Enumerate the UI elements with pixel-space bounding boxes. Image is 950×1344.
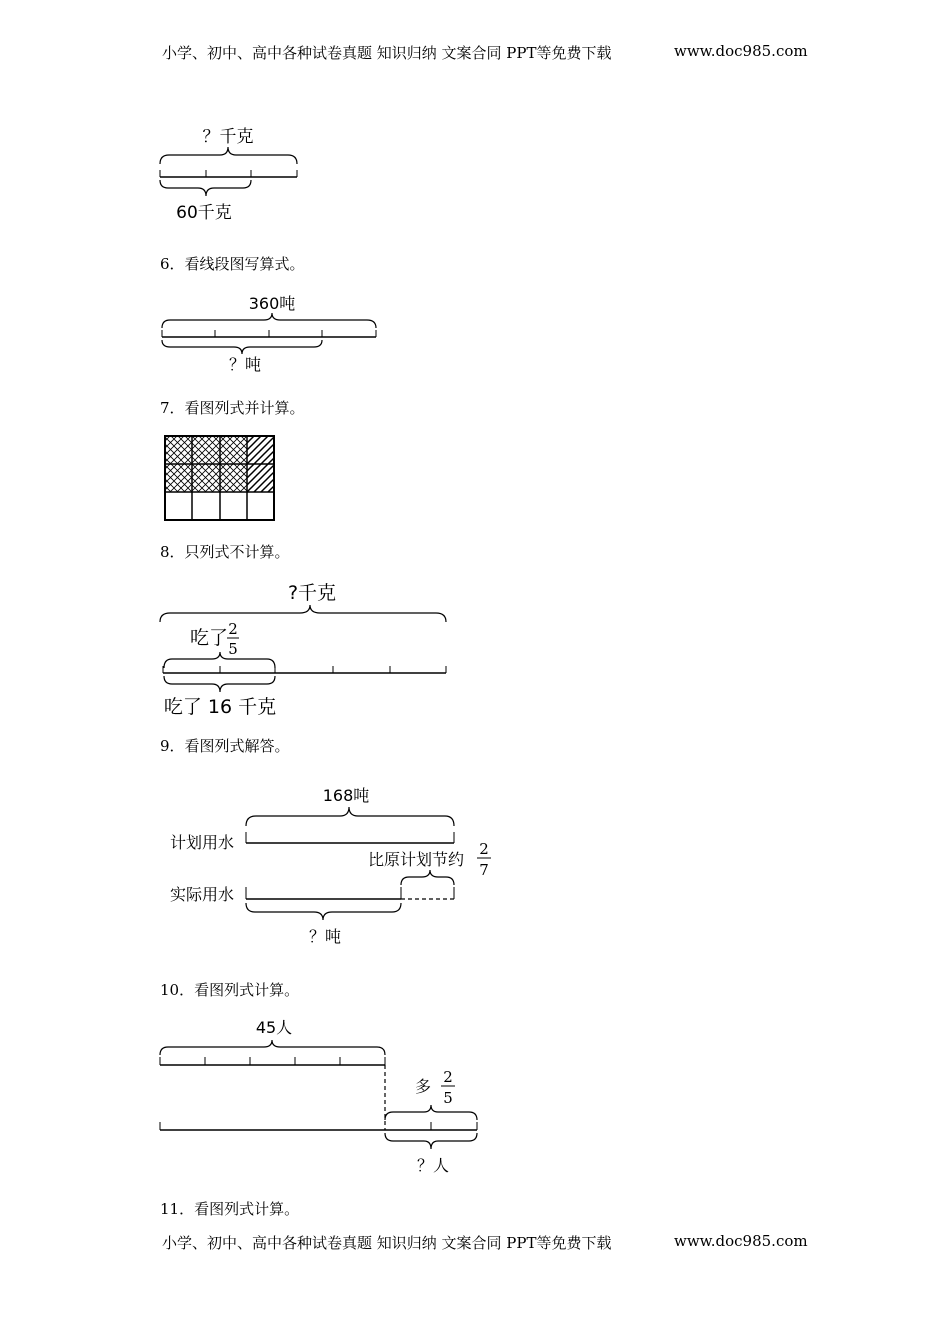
figure-5-line-diagram [150,122,320,226]
fig10-more-prefix: 多 [415,1077,432,1096]
figure-8-line-diagram [150,576,460,724]
fig5-top-brace [160,147,297,164]
fig9-bottom-brace [246,903,401,920]
fig8-bottom-label: 吃了 16 千克 [163,696,277,718]
figure-6-line-diagram [150,290,390,376]
fig5-bottom-label: 60千克 [176,203,232,223]
fig9-fraction-denominator: 7 [479,861,489,879]
fig9-row1-label: 计划用水 [170,833,235,852]
fig10-bottom-brace [385,1133,477,1149]
question-7: 7．看图列式并计算。 [160,399,305,417]
figure-10-line-diagram [150,1010,490,1178]
question-8: 8．只列式不计算。 [160,543,290,561]
fig9-top-label: 168吨 [322,786,370,805]
question-10: 10．看图列式计算。 [160,981,300,999]
fig9-row2-label: 实际用水 [170,885,235,904]
fig10-bottom-label: ？人 [416,1156,450,1175]
header-site: www.doc985.com [674,42,808,60]
fig9-top-brace [246,807,454,826]
fig9-saving-brace [401,870,454,885]
fig6-top-brace [162,313,376,328]
fig6-bottom-brace [162,340,322,354]
fig10-fraction-numerator: 2 [443,1068,453,1086]
footer-site: www.doc985.com [674,1232,808,1250]
fig10-fraction-denominator: 5 [443,1089,453,1107]
fig8-fraction-denominator: 5 [228,640,238,658]
page-footer [162,1232,808,1253]
question-9: 9．看图列式解答。 [160,737,290,755]
header-title: 小学、初中、高中各种试卷真题 知识归纳 文案合同 PPT等免费下载 [162,44,612,62]
fig5-bottom-brace [160,180,251,196]
fig8-top-brace [160,605,446,622]
fig5-top-label: ？千克 [202,127,254,147]
fig9-save-prefix: 比原计划节约 [368,850,465,869]
fig8-small-brace [164,652,275,668]
fig8-fraction-prefix: 吃了 [190,627,229,649]
fig8-total-label: ?千克 [287,582,337,604]
question-11: 11．看图列式计算。 [160,1200,300,1218]
fig6-bottom-label: ？吨 [228,355,262,374]
fig8-fraction-numerator: 2 [228,620,238,638]
fig10-top-label: 45人 [255,1018,293,1037]
question-6: 6．看线段图写算式。 [160,255,305,273]
footer-title: 小学、初中、高中各种试卷真题 知识归纳 文案合同 PPT等免费下载 [162,1234,612,1252]
figure-9-line-diagram [160,780,510,952]
fig10-more-brace [385,1105,477,1120]
fig9-fraction-numerator: 2 [479,840,489,858]
figure-7-grid-diagram [160,432,280,524]
page-header [162,42,808,63]
fig6-top-label: 360吨 [248,294,296,313]
fig10-top-brace [160,1040,385,1055]
fig9-bottom-label: ？吨 [308,927,342,946]
fig8-bottom-brace [164,676,275,692]
